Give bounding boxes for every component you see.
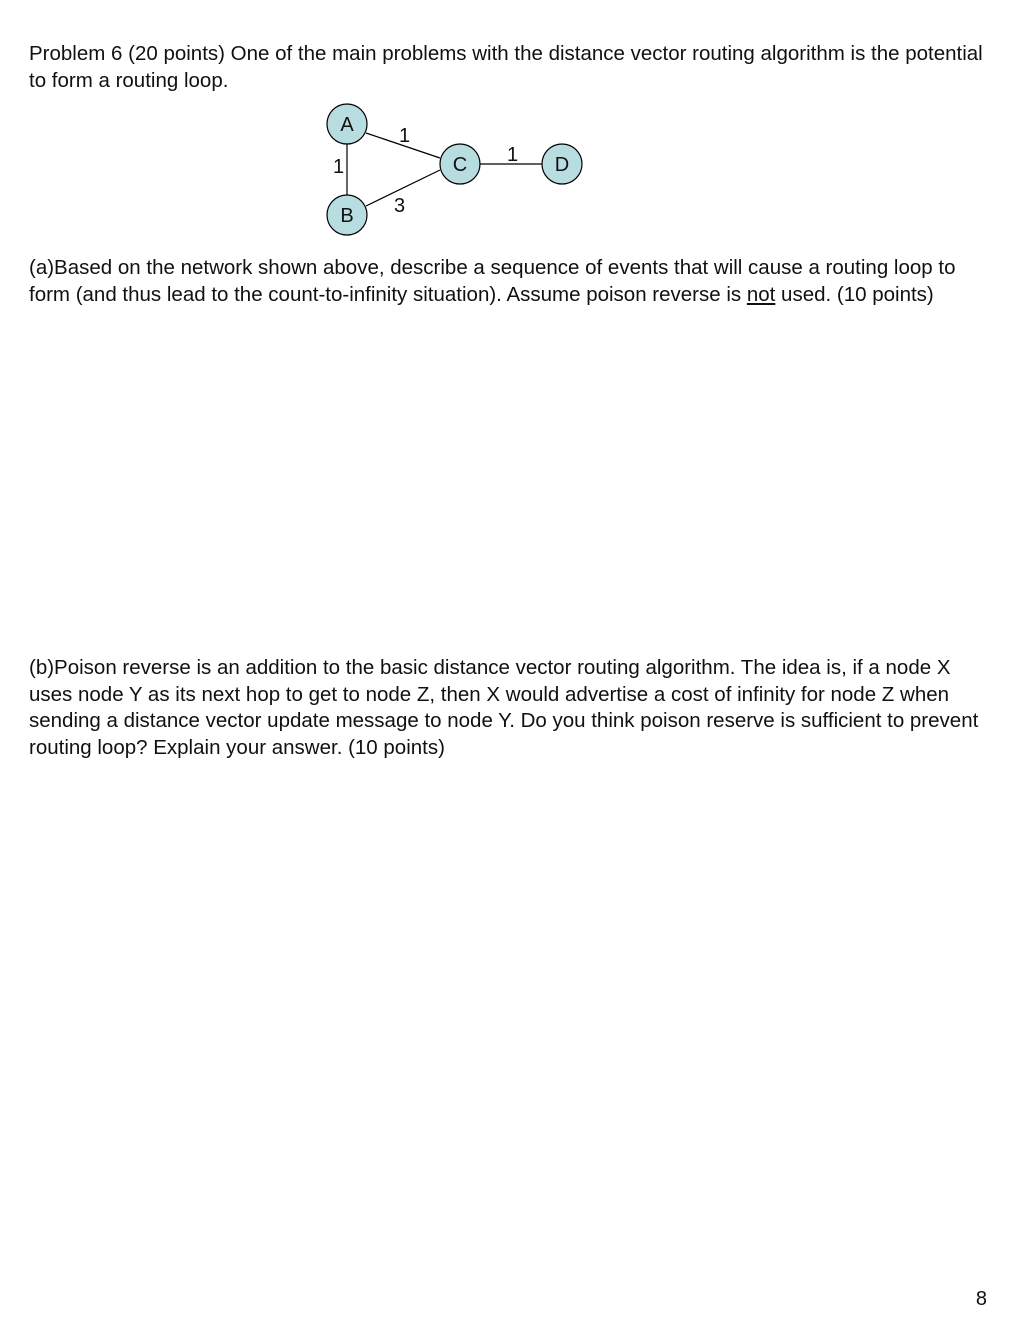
- network-diagram: [300, 98, 600, 243]
- part-a-text-before: (a)Based on the network shown above, describe a sequence of events that will cause a routing loop to form (and thus lead to the count-to-infinity situation). Assume poison reverse is: [29, 256, 956, 306]
- part-a-emphasis: not: [746, 282, 776, 306]
- edge-label-c-d: 1: [507, 144, 519, 166]
- part-a-question: [29, 255, 989, 308]
- part-a-text-after: used. (10 points): [775, 282, 934, 306]
- node-label-a: A: [340, 114, 354, 136]
- edge-label-a-b: 1: [333, 156, 345, 178]
- edge-label-a-c: 1: [399, 125, 411, 147]
- node-label-d: D: [554, 154, 570, 176]
- node-a: [327, 104, 367, 144]
- node-c: [440, 144, 480, 184]
- node-label-b: B: [340, 205, 354, 227]
- part-b-question: (b)Poison reverse is an addition to the basic distance vector routing algorithm. The idea is, if a node X uses node Y as its next hop to get to node Z, then X would advertise a cost of infinity for node Z when sending a distance vector update message to node Y. Do you think poison reserve is sufficient to prevent routing loop? Explain your answer. (10 points): [29, 656, 979, 759]
- node-b: [327, 195, 367, 235]
- page-number: 8: [975, 1288, 987, 1310]
- node-d: [542, 144, 582, 184]
- node-label-c: C: [452, 154, 468, 176]
- problem-intro: Problem 6 (20 points) One of the main problems with the distance vector routing algorithm is the potential to form a routing loop.: [29, 42, 983, 92]
- edge-label-b-c: 3: [394, 195, 406, 217]
